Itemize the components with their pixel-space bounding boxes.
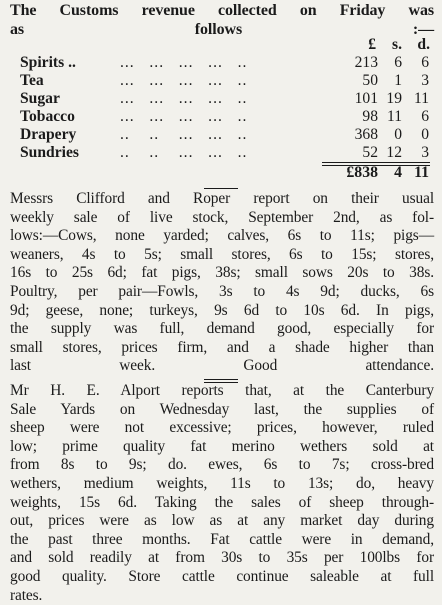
report-line: weights, 15s 6d. Taking the sales of sheep through- bbox=[10, 493, 434, 511]
customs-column-headers bbox=[20, 36, 430, 55]
report-line: 9d; geese, none; turkeys, 9s 6d to 10s 6d. In pigs, bbox=[10, 301, 434, 319]
customs-row bbox=[20, 90, 429, 109]
pounds-value: 101 bbox=[354, 90, 378, 107]
customs-item: Sundries bbox=[20, 144, 79, 161]
shillings-value: 12 bbox=[386, 144, 402, 161]
report-line: rates. bbox=[10, 586, 43, 604]
customs-item: Spirits .. bbox=[20, 54, 76, 71]
report-line: wethers, medium weights, 11s to 13s; do, heavy bbox=[10, 474, 434, 492]
shillings-value: 19 bbox=[386, 90, 402, 107]
report-line: last week. Good attendance. bbox=[10, 357, 434, 375]
shillings-value: 6 bbox=[394, 54, 402, 71]
total-pence: 11 bbox=[414, 164, 429, 181]
pence-value: 3 bbox=[421, 72, 429, 89]
pence-value: 3 bbox=[421, 144, 429, 161]
total-rule bbox=[322, 162, 430, 163]
total-pounds: £838 bbox=[346, 164, 378, 181]
leader-dots: ... ... ... ... .. bbox=[120, 108, 248, 125]
report-line: good quality. Store cattle continue saleable at full bbox=[10, 567, 434, 585]
report-line: out, prices were as low as at any market day during bbox=[10, 512, 434, 530]
customs-total-row bbox=[20, 164, 429, 184]
report-line: Messrs Clifford and Roper report on their usual bbox=[10, 190, 434, 207]
report-line: weekly sale of live stock, September 2nd, as fol- bbox=[10, 208, 434, 226]
report-line: Sale Yards on Wednesday last, the supplies of bbox=[10, 400, 434, 418]
pounds-value: 50 bbox=[362, 72, 378, 89]
report-line: the supply was full, demand good, especially for bbox=[10, 320, 434, 338]
customs-item: Sugar bbox=[20, 90, 60, 107]
customs-row bbox=[20, 72, 429, 91]
customs-row bbox=[20, 126, 429, 145]
report-line: weaners, 4s to 5s; small stores, 6s to 15s; stores, bbox=[10, 245, 434, 263]
alport-report bbox=[10, 382, 434, 605]
shillings-value: 11 bbox=[386, 108, 402, 125]
pounds-value: 368 bbox=[354, 126, 378, 143]
customs-row bbox=[20, 54, 429, 73]
customs-item: Drapery bbox=[20, 126, 77, 143]
leader-dots: ... ... ... ... .. bbox=[120, 72, 248, 89]
report-line: 16s to 25s 6d; fat pigs, 38s; small sows 20s to 38s. bbox=[10, 264, 434, 282]
pence-value: 11 bbox=[413, 90, 429, 107]
report-line: from 8s to 9s; do. ewes, 6s to 7s; cross-bred bbox=[10, 456, 434, 474]
report-line: Mr H. E. Alport reports that, at the Canterbury bbox=[10, 382, 434, 399]
pence-value: 6 bbox=[421, 108, 429, 125]
report-line: lows:—Cows, none yarded; calves, 6s to 11s; pigs— bbox=[10, 227, 434, 245]
pence-value: 6 bbox=[421, 54, 429, 71]
report-line: the past three months. Fat cattle were in demand, bbox=[10, 530, 434, 548]
customs-item: Tobacco bbox=[20, 108, 75, 125]
customs-row bbox=[20, 144, 429, 163]
report-line: small stores, prices firm, and a shade higher than bbox=[10, 338, 434, 356]
leader-dots: .. .. ... ... .. bbox=[120, 144, 248, 161]
report-line: and sold readily at from 30s to 35s per 100lbs for bbox=[10, 549, 434, 567]
pence-header: d. bbox=[417, 36, 430, 53]
pence-value: 0 bbox=[421, 126, 429, 143]
customs-row bbox=[20, 108, 429, 127]
pounds-value: 213 bbox=[354, 54, 378, 71]
shillings-value: 1 bbox=[394, 72, 402, 89]
report-line: Poultry, per pair—Fowls, 3s to 4s 9d; ducks, 6s bbox=[10, 282, 434, 300]
customs-heading-line: The Customs revenue collected on Friday was bbox=[10, 2, 434, 19]
customs-heading bbox=[10, 2, 434, 39]
customs-item: Tea bbox=[20, 72, 44, 89]
pounds-header: £ bbox=[368, 36, 376, 53]
report-line: low; prime quality fat merino wethers sold at bbox=[10, 437, 434, 455]
report-line: sheep were not excessive; prices, however, ruled bbox=[10, 419, 434, 437]
shillings-value: 0 bbox=[394, 126, 402, 143]
pounds-value: 52 bbox=[362, 144, 378, 161]
section-separator bbox=[204, 188, 238, 189]
pounds-value: 98 bbox=[362, 108, 378, 125]
leader-dots: .. .. ... ... .. bbox=[120, 126, 248, 143]
customs-heading-line: as follows :— bbox=[10, 20, 434, 38]
clifford-roper-report bbox=[10, 190, 434, 376]
leader-dots: ... ... ... ... .. bbox=[120, 90, 248, 107]
section-separator bbox=[204, 379, 238, 380]
shillings-header: s. bbox=[392, 36, 402, 53]
total-shillings: 4 bbox=[394, 164, 402, 181]
leader-dots: ... ... ... ... .. bbox=[120, 54, 248, 71]
